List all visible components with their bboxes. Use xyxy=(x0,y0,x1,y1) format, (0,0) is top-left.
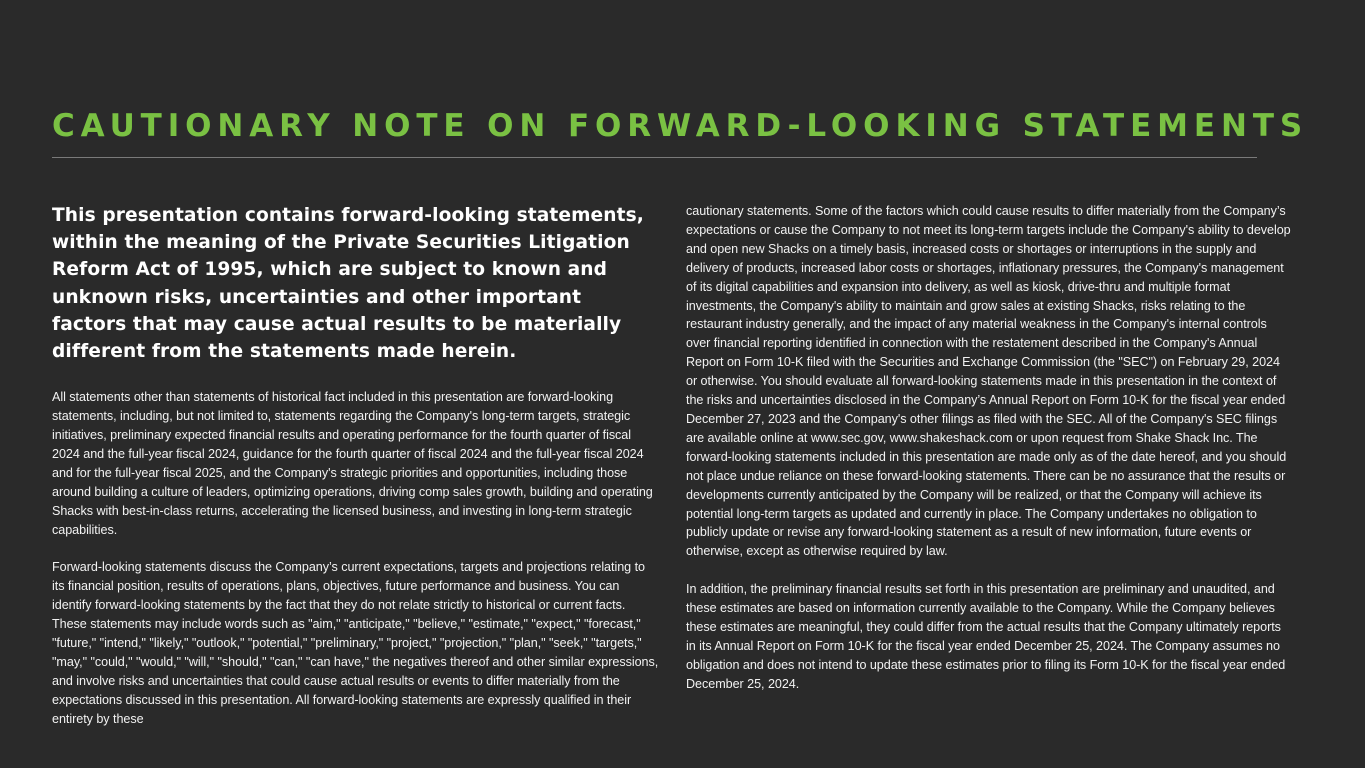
paragraph-forward-looking-definition: Forward-looking statements discuss the Company’s current expectations, targets and projections relating to its financial position, results of operations, plans, objectives, future performance and business. You can identify forward-looking statements by the fact that they do not relate strictly to historical or current facts. These statements may include words such as "aim," "anticipate," "believe," "estimate," "expect," "forecast," "future," "intend," "likely," "outlook," "potential," "preliminary," "project," "projection," "plan," "seek," "targets," "may," "could," "would," "will," "should," "can," "can have," the negatives thereof and other similar expressions, and involve risks and uncertainties that could cause actual results or events to differ materially from the expectations discussed in this presentation. All forward-looking statements are expressly qualified in their entirety by these xyxy=(52,560,659,726)
lead-statement: This presentation contains forward-looking statements, within the meaning of the Private Securities Litigation Reform Act of 1995, which are subject to known and unknown risks, uncertainties and other important factors that may cause actual results to be materially different from the statements made herein. xyxy=(52,205,644,363)
paragraph-forward-looking-scope: All statements other than statements of historical fact included in this presentation are forward-looking statements, including, but not limited to, statements regarding the Company's long-term targets, strategic initiatives, preliminary expected financial results and operating performance for the fourth quarter of fiscal 2024 and the full-year fiscal 2024, guidance for the fourth quarter of fiscal 2024 and the full-year fiscal 2024 and for the full-year fiscal 2025, and the Company's strategic priorities and opportunities, including those around building a culture of leaders, optimizing operations, driving comp sales growth, building and operating Shacks with best-in-class returns, accelerating the licensed business, and investing in long-term strategic capabilities. xyxy=(52,390,653,537)
paragraph-risk-factors: cautionary statements. Some of the factors which could cause results to differ materially from the Company’s expectations or cause the Company to not meet its long-term targets include the Company's ability to develop and open new Shacks on a timely basis, increased costs or shortages or interruptions in the supply and delivery of products, increased labor costs or shortages, inflationary pressures, the Company's management of its digital capabilities and expansion into delivery, as well as kiosk, drive-thru and multiple format investments, the Company's ability to maintain and grow sales at existing Shacks, risks relating to the restaurant industry generally, and the impact of any material weakness in the Company's internal controls over financial reporting identified in connection with the restatement described in the Company's Annual Report on Form 10-K filed with the Securities and Exchange Commission (the "SEC") on February 29, 2024 or otherwise. You should evaluate all forward-looking statements made in this presentation in the context of the risks and uncertainties disclosed in the Company’s Annual Report on Form 10-K for the fiscal year ended December 27, 2023 and the Company's other filings as filed with the SEC. All of the Company's SEC filings are available online at www.sec.gov, www.shakeshack.com or upon request from Shake Shack Inc. The forward-looking statements included in this presentation are made only as of the date hereof, and you should not place undue reliance on these forward-looking statements. There can be no assurance that the results or developments currently anticipated by the Company will be realized, or that the Company will achieve its potential long-term targets as updated and currently in place. The Company undertakes no obligation to publicly update or revise any forward-looking statement as a result of new information, future events or otherwise, except as otherwise required by law. xyxy=(686,204,1291,559)
paragraph-preliminary-results: In addition, the preliminary financial results set forth in this presentation are preliminary and unaudited, and these estimates are based on information currently available to the Company. While the Company believes these estimates are meaningful, they could differ from the actual results that the Company ultimately reports in its Annual Report on Form 10-K for the fiscal year ended December 25, 2024. The Company assumes no obligation and does not intend to update these estimates prior to filing its Form 10-K for the fiscal year ended December 25, 2024. xyxy=(686,582,1286,691)
right-column xyxy=(686,202,1294,694)
title-divider xyxy=(52,157,1257,158)
left-column xyxy=(52,202,660,729)
page-title: CAUTIONARY NOTE ON FORWARD-LOOKING STATEMENTS xyxy=(52,108,1309,144)
